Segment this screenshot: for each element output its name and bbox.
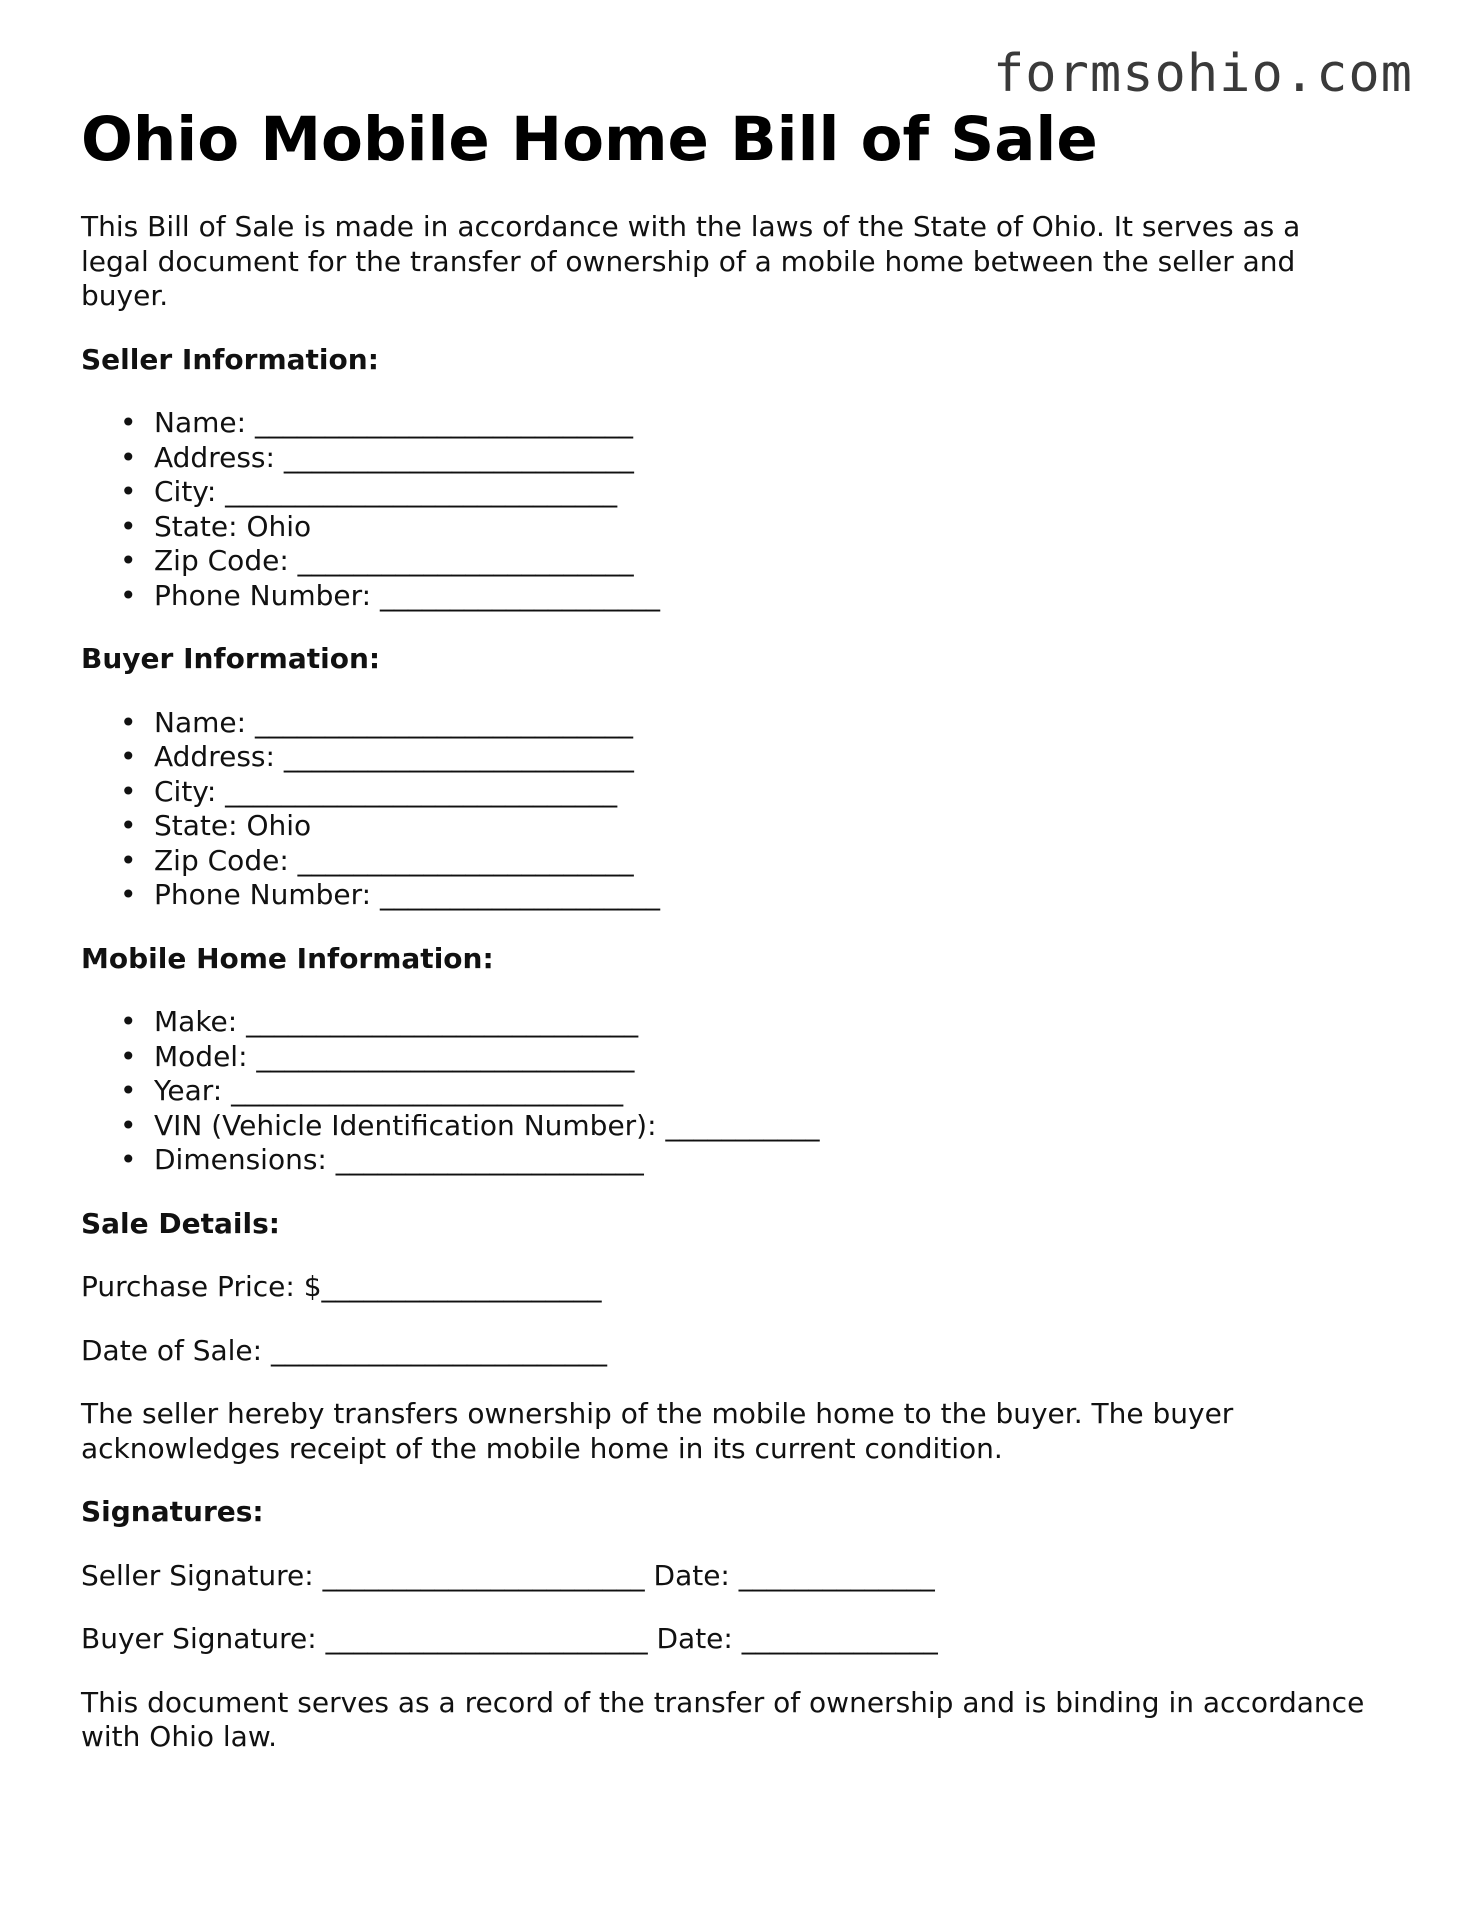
bullet-icon: • — [120, 1074, 137, 1107]
page-title: Ohio Mobile Home Bill of Sale — [81, 104, 1098, 175]
seller-field-list — [81, 406, 1411, 613]
seller-signature-line[interactable]: Seller Signature: _______________________ Date: ______________ — [81, 1558, 935, 1592]
year-field[interactable]: • Year: ____________________________ — [120, 1074, 624, 1107]
make-field[interactable]: • Make: ____________________________ — [120, 1005, 639, 1038]
bullet-icon: • — [120, 878, 137, 911]
bullet-icon: • — [120, 843, 137, 877]
mobile-home-field-list — [81, 1005, 1411, 1178]
bullet-icon: • — [120, 406, 137, 439]
sale-details-heading: Sale Details: — [81, 1206, 280, 1240]
buyer-name-field[interactable]: • Name: ___________________________ — [120, 705, 633, 739]
seller-city-field[interactable]: • City: ____________________________ — [120, 475, 618, 508]
bullet-icon: • — [120, 740, 137, 773]
date-of-sale-field[interactable]: Date of Sale: ________________________ — [81, 1333, 607, 1367]
bullet-icon: • — [120, 440, 137, 474]
seller-section-heading: Seller Information: — [81, 342, 379, 376]
bullet-icon: • — [120, 1039, 137, 1073]
bullet-icon: • — [120, 578, 137, 612]
seller-state-field: • State: Ohio — [120, 509, 312, 543]
bullet-icon: • — [120, 509, 137, 543]
signatures-heading: Signatures: — [81, 1495, 264, 1528]
transfer-statement: The seller hereby transfers ownership of the mobile home to the buyer. The buyer acknowledges receipt of the mobile home in its current condition. — [81, 1397, 1234, 1465]
purchase-price-field[interactable]: Purchase Price: $____________________ — [81, 1270, 602, 1303]
bullet-icon: • — [120, 809, 137, 842]
dimensions-field[interactable]: • Dimensions: ______________________ — [120, 1143, 644, 1176]
buyer-field-list — [81, 706, 1411, 913]
buyer-section-heading: Buyer Information: — [81, 642, 381, 675]
closing-statement: This document serves as a record of the transfer of ownership and is binding in accordance with Ohio law. — [81, 1685, 1365, 1753]
seller-phone-field[interactable]: • Phone Number: ____________________ — [120, 578, 660, 612]
buyer-phone-field[interactable]: • Phone Number: ____________________ — [120, 878, 660, 911]
buyer-signature-line[interactable]: Buyer Signature: _______________________ Date: ______________ — [81, 1622, 938, 1655]
seller-zip-field[interactable]: • Zip Code: ________________________ — [120, 544, 634, 577]
buyer-city-field[interactable]: • City: ____________________________ — [120, 774, 618, 808]
site-watermark: formsohio.com — [993, 44, 1413, 104]
bullet-icon: • — [120, 1143, 137, 1176]
bullet-icon: • — [120, 1005, 137, 1038]
vin-field[interactable]: • VIN (Vehicle Identification Number): ___________ — [120, 1108, 820, 1142]
buyer-address-field[interactable]: • Address: _________________________ — [120, 740, 634, 773]
bullet-icon: • — [120, 774, 137, 808]
seller-name-field[interactable]: • Name: ___________________________ — [120, 406, 633, 439]
bullet-icon: • — [120, 475, 137, 508]
bullet-icon: • — [120, 1108, 137, 1142]
bullet-icon: • — [120, 544, 137, 577]
buyer-zip-field[interactable]: • Zip Code: ________________________ — [120, 843, 634, 877]
model-field[interactable]: • Model: ___________________________ — [120, 1039, 635, 1073]
bullet-icon: • — [120, 705, 137, 739]
seller-address-field[interactable]: • Address: _________________________ — [120, 440, 634, 474]
intro-paragraph: This Bill of Sale is made in accordance with the laws of the State of Ohio. It serves as a legal document for the transfer of ownership of a mobile home between the seller and buyer. — [81, 210, 1301, 312]
buyer-state-field: • State: Ohio — [120, 809, 312, 842]
bill-of-sale-form — [81, 100, 1411, 1755]
mobile-home-section-heading: Mobile Home Information: — [81, 941, 494, 975]
